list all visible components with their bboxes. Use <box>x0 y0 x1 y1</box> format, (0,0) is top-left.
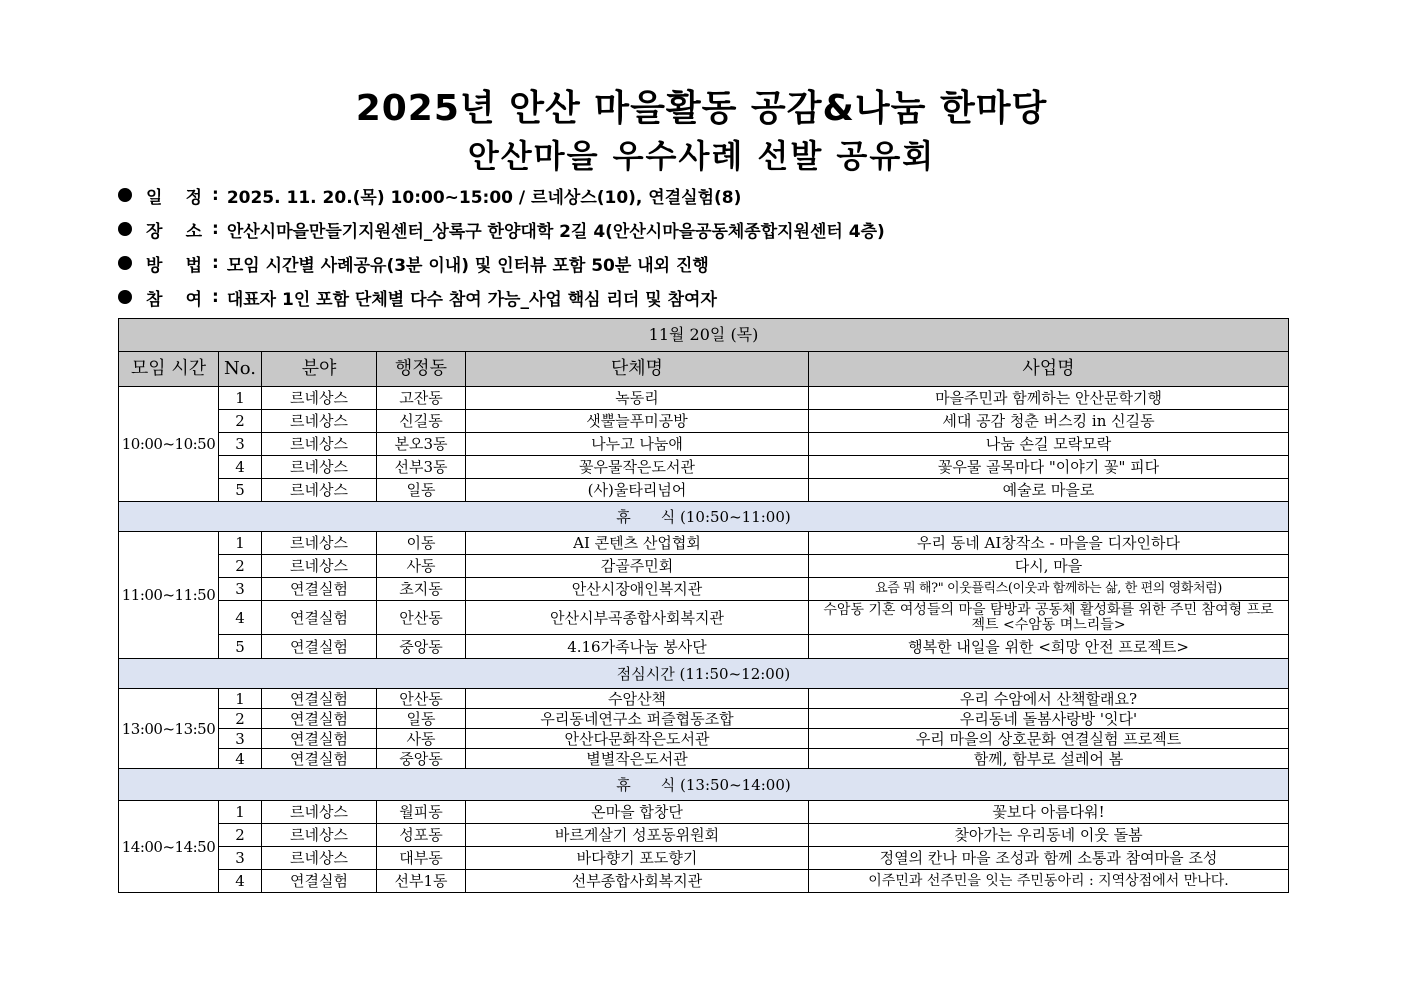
cell-dong: 월피동 <box>377 801 466 824</box>
cell-field: 르네상스 <box>262 555 377 578</box>
header-row <box>119 352 1289 387</box>
info-separator: : <box>212 287 219 307</box>
table-row <box>119 601 1289 635</box>
cell-field: 연결실험 <box>262 578 377 601</box>
cell-dong: 성포동 <box>377 824 466 847</box>
cell-field: 르네상스 <box>262 801 377 824</box>
cell-field: 르네상스 <box>262 387 377 410</box>
cell-org: 4.16가족나눔 봉사단 <box>466 635 809 659</box>
cell-org: 별별작은도서관 <box>466 749 809 769</box>
cell-dong: 이동 <box>377 532 466 555</box>
cell-no: 4 <box>219 749 262 769</box>
table-row <box>119 801 1289 824</box>
session-time: 14:00~14:50 <box>119 801 219 893</box>
info-label <box>146 217 202 242</box>
cell-org: 나누고 나눔애 <box>466 433 809 456</box>
cell-org: 우리동네연구소 퍼즐협동조합 <box>466 709 809 729</box>
cell-project: 수암동 기혼 여성들의 마을 탐방과 공동체 활성화를 위한 주민 참여형 프로젝트 <수암동 며느리들> <box>809 601 1289 635</box>
cell-no: 2 <box>219 824 262 847</box>
cell-org: 선부종합사회복지관 <box>466 870 809 893</box>
bullet-icon <box>118 256 132 270</box>
cell-project: 우리 동네 AI창작소 - 마을을 디자인하다 <box>809 532 1289 555</box>
cell-field: 연결실험 <box>262 870 377 893</box>
header-field: 분야 <box>262 352 377 387</box>
info-label <box>146 251 202 276</box>
cell-dong: 안산동 <box>377 689 466 709</box>
cell-field: 르네상스 <box>262 410 377 433</box>
info-separator: : <box>212 219 219 239</box>
table-row <box>119 689 1289 709</box>
cell-no: 1 <box>219 532 262 555</box>
cell-org: 수암산책 <box>466 689 809 709</box>
info-label-char: 소 <box>185 221 202 242</box>
cell-no: 2 <box>219 410 262 433</box>
table-row <box>119 410 1289 433</box>
cell-project: 행복한 내일을 위한 <희망 안전 프로젝트> <box>809 635 1289 659</box>
header-no: No. <box>219 352 262 387</box>
cell-no: 5 <box>219 479 262 502</box>
cell-field: 르네상스 <box>262 847 377 870</box>
cell-dong: 고잔동 <box>377 387 466 410</box>
schedule-table <box>118 318 1289 893</box>
table-row <box>119 578 1289 601</box>
info-label-char: 법 <box>185 255 202 276</box>
info-row-participation <box>118 280 1288 314</box>
cell-org: 안산다문화작은도서관 <box>466 729 809 749</box>
cell-project: 이주민과 선주민을 잇는 주민동아리 : 지역상점에서 만나다. <box>809 870 1289 893</box>
page-title: 2025년 안산 마을활동 공감&나눔 한마당 <box>355 88 1048 129</box>
cell-no: 4 <box>219 456 262 479</box>
header-time: 모임 시간 <box>119 352 219 387</box>
date-cell: 11월 20일 (목) <box>119 319 1289 352</box>
table-row <box>119 387 1289 410</box>
cell-field: 연결실험 <box>262 635 377 659</box>
cell-dong: 선부3동 <box>377 456 466 479</box>
info-label-char: 장 <box>146 221 163 242</box>
header-dong: 행정동 <box>377 352 466 387</box>
table-row <box>119 729 1289 749</box>
cell-dong: 선부1동 <box>377 870 466 893</box>
event-info <box>118 178 1288 314</box>
cell-org: 온마을 합창단 <box>466 801 809 824</box>
table-row <box>119 870 1289 893</box>
cell-project: 마을주민과 함께하는 안산문학기행 <box>809 387 1289 410</box>
table-row <box>119 635 1289 659</box>
bullet-icon <box>118 222 132 236</box>
cell-no: 1 <box>219 801 262 824</box>
info-label <box>146 285 202 310</box>
info-row-method <box>118 246 1288 280</box>
table-row <box>119 824 1289 847</box>
cell-no: 1 <box>219 387 262 410</box>
cell-org: 바다향기 포도향기 <box>466 847 809 870</box>
cell-dong: 대부동 <box>377 847 466 870</box>
cell-project: 나눔 손길 모락모락 <box>809 433 1289 456</box>
cell-dong: 사동 <box>377 729 466 749</box>
table-row <box>119 749 1289 769</box>
cell-field: 르네상스 <box>262 479 377 502</box>
cell-org: 감골주민회 <box>466 555 809 578</box>
cell-field: 르네상스 <box>262 433 377 456</box>
page-subtitle: 안산마을 우수사례 선발 공유회 <box>467 137 936 175</box>
header-project: 사업명 <box>809 352 1289 387</box>
cell-no: 3 <box>219 578 262 601</box>
cell-no: 3 <box>219 729 262 749</box>
cell-field: 르네상스 <box>262 824 377 847</box>
cell-field: 연결실험 <box>262 709 377 729</box>
cell-project: 세대 공감 청춘 버스킹 in 신길동 <box>809 410 1289 433</box>
cell-project: 요즘 뭐 해?" 이웃플릭스(이웃과 함께하는 삶, 한 편의 영화처럼) <box>809 578 1289 601</box>
cell-org: 안산시부곡종합사회복지관 <box>466 601 809 635</box>
cell-dong: 일동 <box>377 709 466 729</box>
info-label-char: 일 <box>146 187 163 208</box>
break-row <box>119 502 1289 532</box>
cell-org: 꽃우물작은도서관 <box>466 456 809 479</box>
cell-org: AI 콘텐츠 산업협회 <box>466 532 809 555</box>
cell-no: 4 <box>219 870 262 893</box>
info-value: 대표자 1인 포함 단체별 다수 참여 가능_사업 핵심 리더 및 참여자 <box>226 289 717 310</box>
break-label: 휴 식 (13:50~14:00) <box>119 769 1289 801</box>
cell-dong: 중앙동 <box>377 635 466 659</box>
break-row <box>119 769 1289 801</box>
bullet-icon <box>118 188 132 202</box>
cell-dong: 일동 <box>377 479 466 502</box>
table-row <box>119 847 1289 870</box>
table-row <box>119 555 1289 578</box>
break-label: 점심시간 (11:50~12:00) <box>119 659 1289 689</box>
date-row <box>119 319 1289 352</box>
cell-field: 연결실험 <box>262 749 377 769</box>
info-row-schedule <box>118 178 1288 212</box>
info-label-char: 방 <box>146 255 163 276</box>
cell-project: 정열의 칸나 마을 조성과 함께 소통과 참여마을 조성 <box>809 847 1289 870</box>
table-row <box>119 479 1289 502</box>
cell-project: 꽃보다 아름다워! <box>809 801 1289 824</box>
table-row <box>119 709 1289 729</box>
cell-field: 르네상스 <box>262 456 377 479</box>
cell-project: 우리 수암에서 산책할래요? <box>809 689 1289 709</box>
cell-org: 안산시장애인복지관 <box>466 578 809 601</box>
cell-dong: 중앙동 <box>377 749 466 769</box>
info-label-char: 참 <box>146 289 163 310</box>
cell-project: 꽃우물 골목마다 "이야기 꽃" 피다 <box>809 456 1289 479</box>
cell-no: 2 <box>219 555 262 578</box>
cell-project: 함께, 함부로 설레어 봄 <box>809 749 1289 769</box>
info-label-char: 정 <box>185 187 202 208</box>
cell-no: 1 <box>219 689 262 709</box>
info-label <box>146 183 202 208</box>
cell-project: 찾아가는 우리동네 이웃 돌봄 <box>809 824 1289 847</box>
break-row <box>119 659 1289 689</box>
cell-no: 2 <box>219 709 262 729</box>
info-separator: : <box>212 185 219 205</box>
cell-org: 바르게살기 성포동위원회 <box>466 824 809 847</box>
info-label-char: 여 <box>185 289 202 310</box>
info-value: 안산시마을만들기지원센터_상록구 한양대학 2길 4(안산시마을공동체종합지원센터 4층) <box>226 221 885 242</box>
cell-field: 연결실험 <box>262 689 377 709</box>
session-time: 11:00~11:50 <box>119 532 219 659</box>
bullet-icon <box>118 290 132 304</box>
table-row <box>119 456 1289 479</box>
break-label: 휴 식 (10:50~11:00) <box>119 502 1289 532</box>
info-separator: : <box>212 253 219 273</box>
table-row <box>119 532 1289 555</box>
cell-project: 우리 마을의 상호문화 연결실험 프로젝트 <box>809 729 1289 749</box>
session-time: 10:00~10:50 <box>119 387 219 502</box>
cell-field: 르네상스 <box>262 532 377 555</box>
cell-no: 3 <box>219 433 262 456</box>
cell-field: 연결실험 <box>262 729 377 749</box>
cell-dong: 초지동 <box>377 578 466 601</box>
header-org: 단체명 <box>466 352 809 387</box>
table-row <box>119 433 1289 456</box>
cell-dong: 본오3동 <box>377 433 466 456</box>
cell-dong: 안산동 <box>377 601 466 635</box>
cell-project: 예술로 마을로 <box>809 479 1289 502</box>
cell-no: 3 <box>219 847 262 870</box>
cell-org: (사)울타리넘어 <box>466 479 809 502</box>
cell-project: 우리동네 돌봄사랑방 '잇다' <box>809 709 1289 729</box>
cell-dong: 신길동 <box>377 410 466 433</box>
cell-no: 5 <box>219 635 262 659</box>
cell-org: 녹동리 <box>466 387 809 410</box>
info-value: 모임 시간별 사례공유(3분 이내) 및 인터뷰 포함 50분 내외 진행 <box>226 255 709 276</box>
info-value: 2025. 11. 20.(목) 10:00~15:00 / 르네상스(10), 연결실험(8) <box>226 187 742 208</box>
cell-no: 4 <box>219 601 262 635</box>
cell-dong: 사동 <box>377 555 466 578</box>
session-time: 13:00~13:50 <box>119 689 219 769</box>
cell-org: 샛뿔늘푸미공방 <box>466 410 809 433</box>
info-row-location <box>118 212 1288 246</box>
cell-project: 다시, 마을 <box>809 555 1289 578</box>
cell-field: 연결실험 <box>262 601 377 635</box>
